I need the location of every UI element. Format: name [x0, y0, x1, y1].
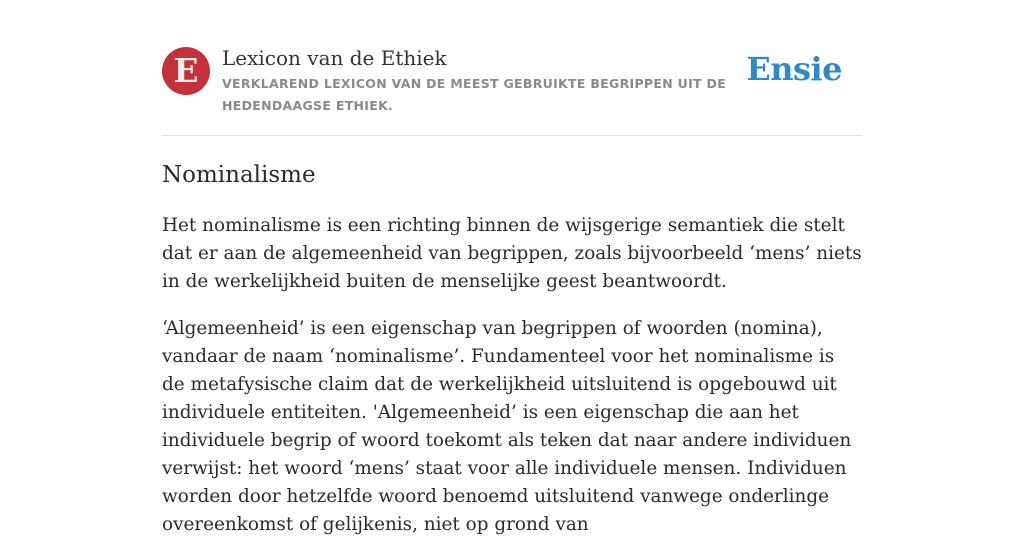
ensie-brand-logo[interactable]: Ensie	[746, 50, 842, 88]
content-container	[162, 0, 862, 539]
lexicon-logo-icon[interactable]: E	[162, 47, 210, 95]
site-header	[162, 0, 862, 136]
article-title: Nominalisme	[162, 162, 316, 188]
site-subtitle: VERKLAREND LEXICON VAN DE MEEST GEBRUIKTE BEGRIPPEN UIT DE HEDENDAAGSE ETHIEK.	[222, 76, 727, 113]
article-paragraph: ‘Algemeenheid’ is een eigenschap van begrippen of woorden (nomina), vandaar de naam ‘nominalisme’. Fundamenteel voor het nominalisme is de metafysische claim dat de werkelijkheid uitsluitend is opgebouwd uit individuele entiteiten. 'Algemeenheid’ is een eigenschap die aan het individuele begrip of woord toekomt als teken dat naar andere individuen verwijst: het woord ‘mens’ staat voor alle individuele mensen. Individuen worden door hetzelfde woord benoemd uitsluitend vanwege onderlinge overeenkomst of gelijkenis, niet op grond van	[162, 318, 852, 535]
site-title[interactable]: Lexicon van de Ethiek	[222, 46, 447, 70]
article-paragraph: Het nominalisme is een richting binnen de wijsgerige semantiek die stelt dat er aan de algemeenheid van begrippen, zoals bijvoorbeeld ‘mens’ niets in de werkelijkheid buiten de menselijke geest beantwoordt.	[162, 215, 862, 292]
article	[162, 160, 862, 539]
